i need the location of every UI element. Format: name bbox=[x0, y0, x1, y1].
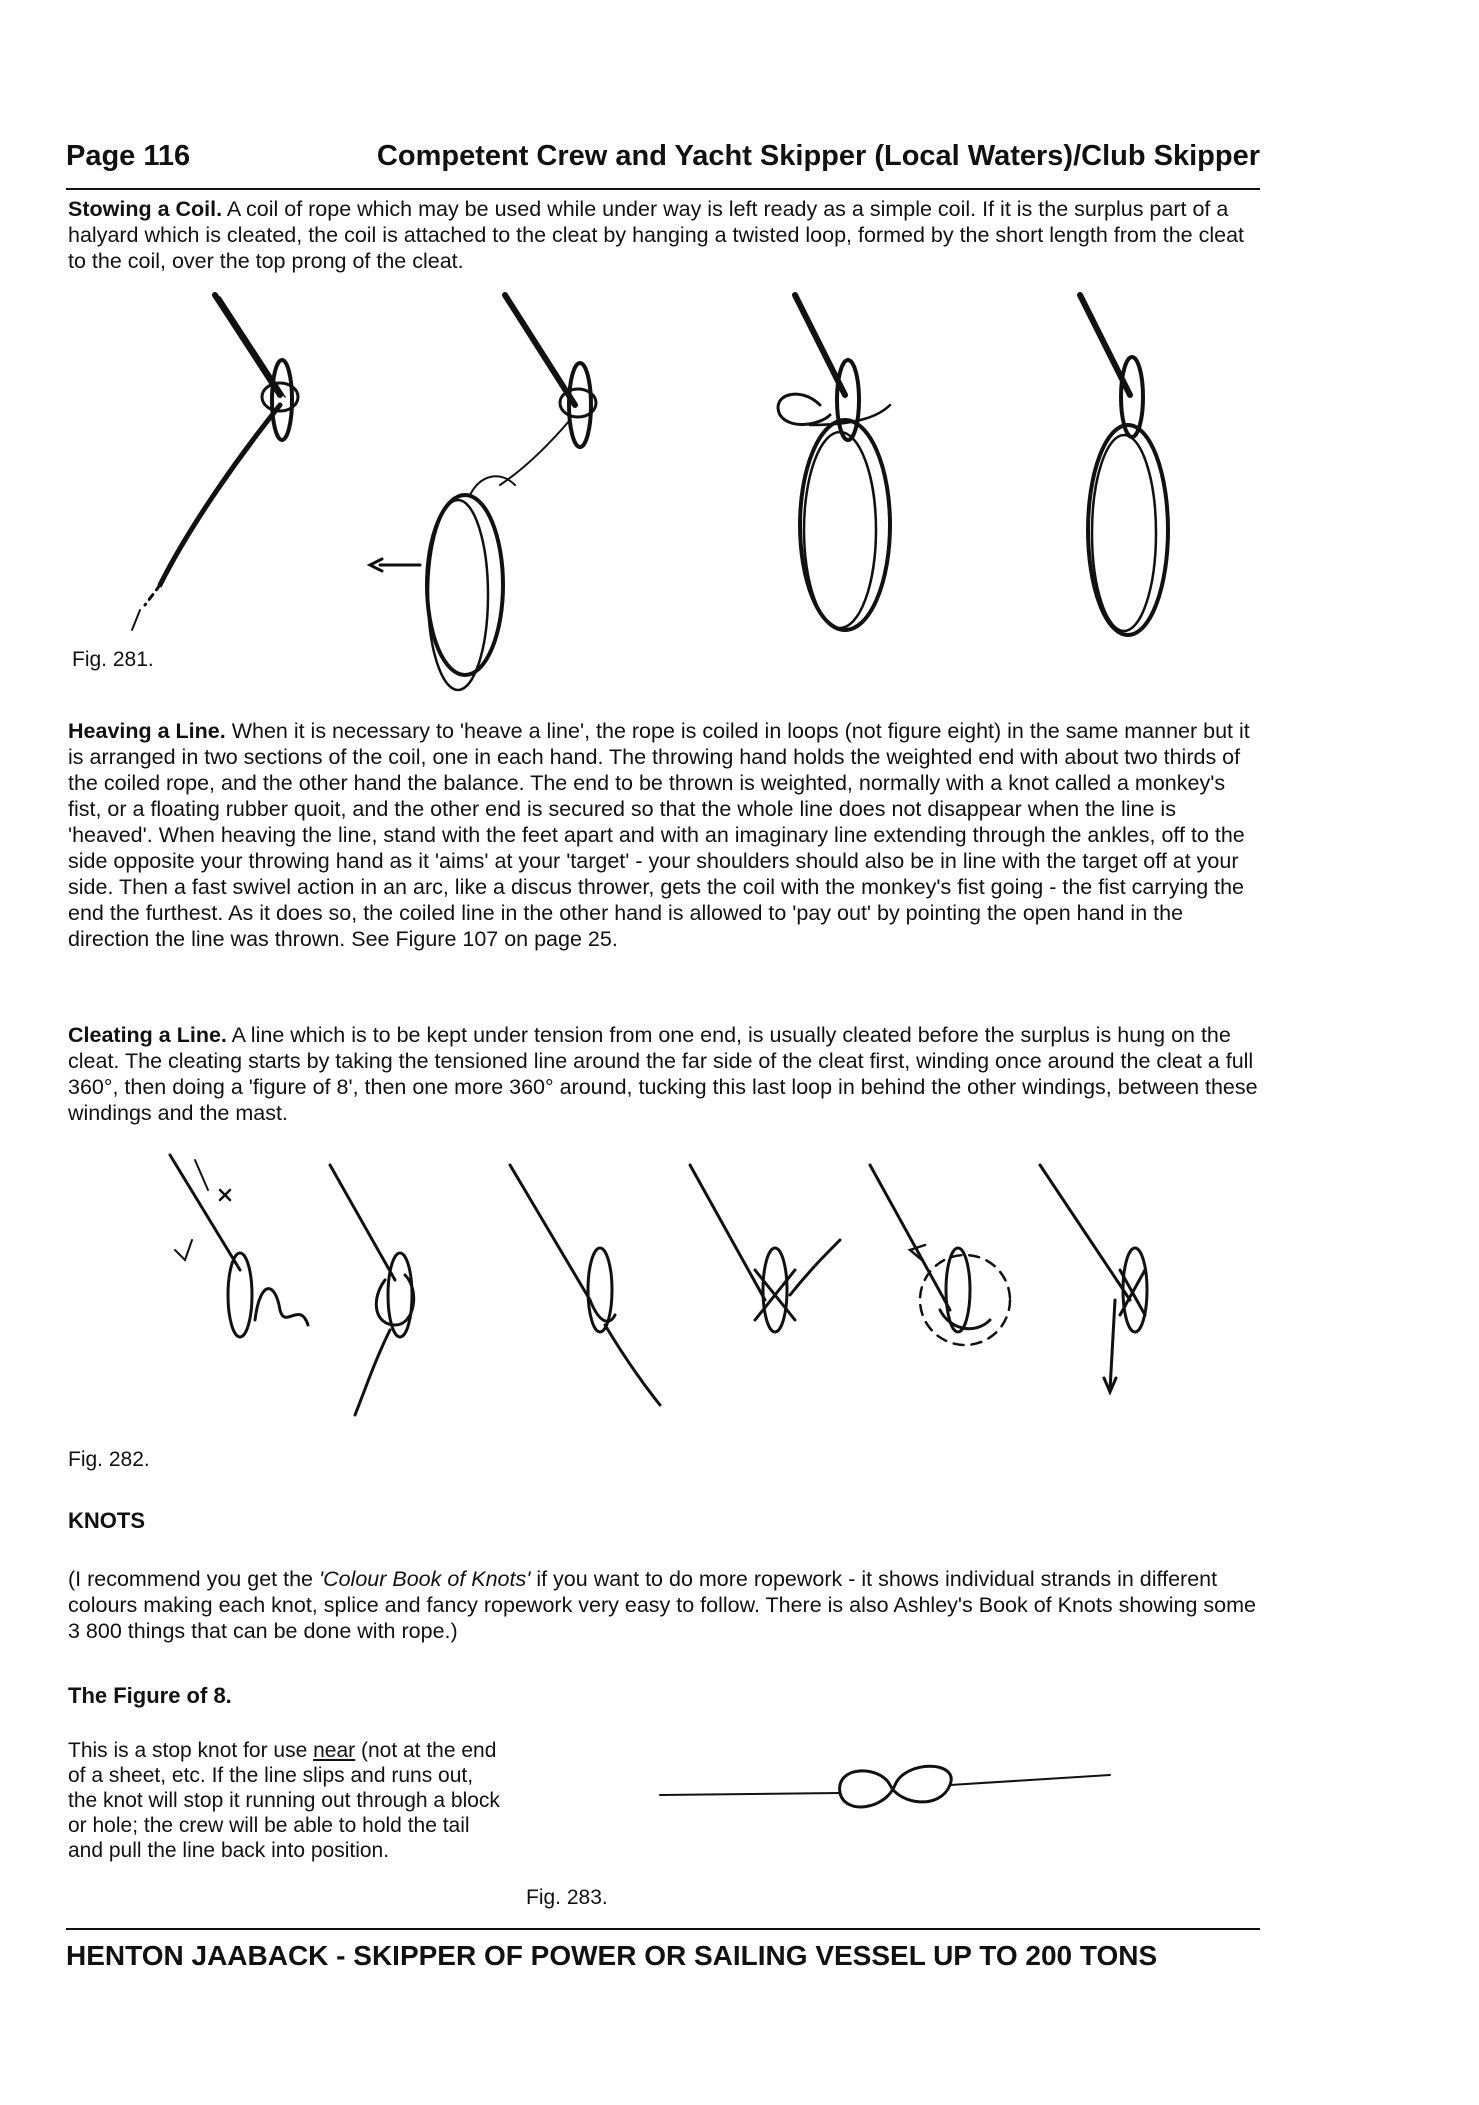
heaving-line-paragraph bbox=[68, 718, 1258, 952]
page-number: Page 116 bbox=[66, 140, 191, 172]
cleating-step-5 bbox=[870, 1165, 1010, 1345]
stowing-coil-body: A coil of rope which may be used while under way is left ready as a simple coil. If it is the surplus part of a halyard which is cleated, the coil is attached to the cleat by hanging a twisted loop, formed by the short length from the cleat to the coil, over the top prong of the cleat. bbox=[68, 197, 1245, 273]
fig-281-label: Fig. 281. bbox=[72, 648, 154, 671]
stowing-coil-paragraph bbox=[68, 196, 1258, 274]
cleating-step-1 bbox=[170, 1155, 308, 1337]
cleating-line-body: A line which is to be kept under tension from one end, is usually cleated before the surplus is hung on the cleat. The cleating starts by taking the tensioned line around the far side of the cleat first, winding once around the cleat a full 360°, then doing a 'figure of 8', then one more 360° around, tucking this last loop in behind the other windings, between these windings and the mast. bbox=[68, 1023, 1258, 1125]
cleating-sequence-illustration bbox=[150, 1150, 1150, 1420]
figure-of-8-underlined-word: near bbox=[313, 1739, 356, 1762]
page-footer: HENTON JAABACK - SKIPPER OF POWER OR SAILING VESSEL UP TO 200 TONS bbox=[66, 1928, 1260, 1972]
page-header bbox=[66, 136, 1260, 190]
cleat-drawing-4 bbox=[1080, 295, 1168, 635]
cleating-line-title: Cleating a Line. bbox=[68, 1023, 227, 1047]
stowing-coil-illustration bbox=[120, 285, 1260, 705]
figure-of-8-knot-illustration bbox=[650, 1745, 1120, 1835]
figure-of-8-text-end: (not at the end of a sheet, etc. If the line slips and runs out, the knot will stop it running out through a block or hole; the crew will be able to hold the tail and pull the line back into position. bbox=[68, 1739, 500, 1862]
figure-of-8-paragraph bbox=[68, 1738, 508, 1863]
fig-282-label: Fig. 282. bbox=[68, 1448, 150, 1471]
cleating-step-4 bbox=[690, 1165, 840, 1332]
heaving-line-body: When it is necessary to 'heave a line', the rope is coiled in loops (not figure eight) in the same manner but it is arranged in two sections of the coil, one in each hand. The throwing hand holds the weighted end with about two thirds of the coiled rope, and the other hand the balance. The end to be thrown is weighted, normally with a knot called a monkey's fist, or a floating rubber quoit, and the other end is secured so that the whole line does not disappear when the line is 'heaved'. When heaving the line, stand with the feet apart and with an imaginary line extending through the ankles, off to the side opposite your throwing hand as it 'aims' at your 'target' - your shoulders should also be in line with the target off at your side. Then a fast swivel action in an arc, like a discus thrower, gets the coil with the monkey's fist going - the fist carrying the end the furthest. As it does so, the coiled line in the other hand is allowed to 'pay out' by pointing the open hand in the direction the line was thrown. See Figure 107 on page 25. bbox=[68, 719, 1250, 951]
cleating-step-6 bbox=[1040, 1165, 1147, 1392]
heaving-line-title: Heaving a Line. bbox=[68, 719, 226, 743]
knots-intro-start: (I recommend you get the bbox=[68, 1567, 319, 1591]
cleat-drawing-2 bbox=[370, 295, 596, 690]
cleating-step-2 bbox=[330, 1165, 414, 1415]
stowing-coil-title: Stowing a Coil. bbox=[68, 197, 223, 221]
figure-of-8-text-start: This is a stop knot for use bbox=[68, 1739, 314, 1762]
cleating-step-3 bbox=[510, 1165, 660, 1405]
knots-intro-paragraph bbox=[68, 1566, 1258, 1644]
cleat-drawing-3 bbox=[778, 295, 890, 630]
cleating-line-paragraph bbox=[68, 1022, 1258, 1126]
cleat-drawing-1 bbox=[132, 295, 298, 630]
knots-intro-end: if you want to do more ropework - it shows individual strands in different colours making each knot, splice and fancy ropework very easy to follow. There is also Ashley's Book of Knots showing some 3 800 things that can be done with rope.) bbox=[68, 1567, 1257, 1643]
fig-283-label: Fig. 283. bbox=[526, 1886, 608, 1909]
book-title: Competent Crew and Yacht Skipper (Local Waters)/Club Skipper bbox=[376, 140, 1260, 172]
colour-book-title: 'Colour Book of Knots' bbox=[318, 1567, 531, 1591]
knots-heading: KNOTS bbox=[68, 1508, 145, 1533]
figure-of-8-heading: The Figure of 8. bbox=[68, 1683, 232, 1708]
